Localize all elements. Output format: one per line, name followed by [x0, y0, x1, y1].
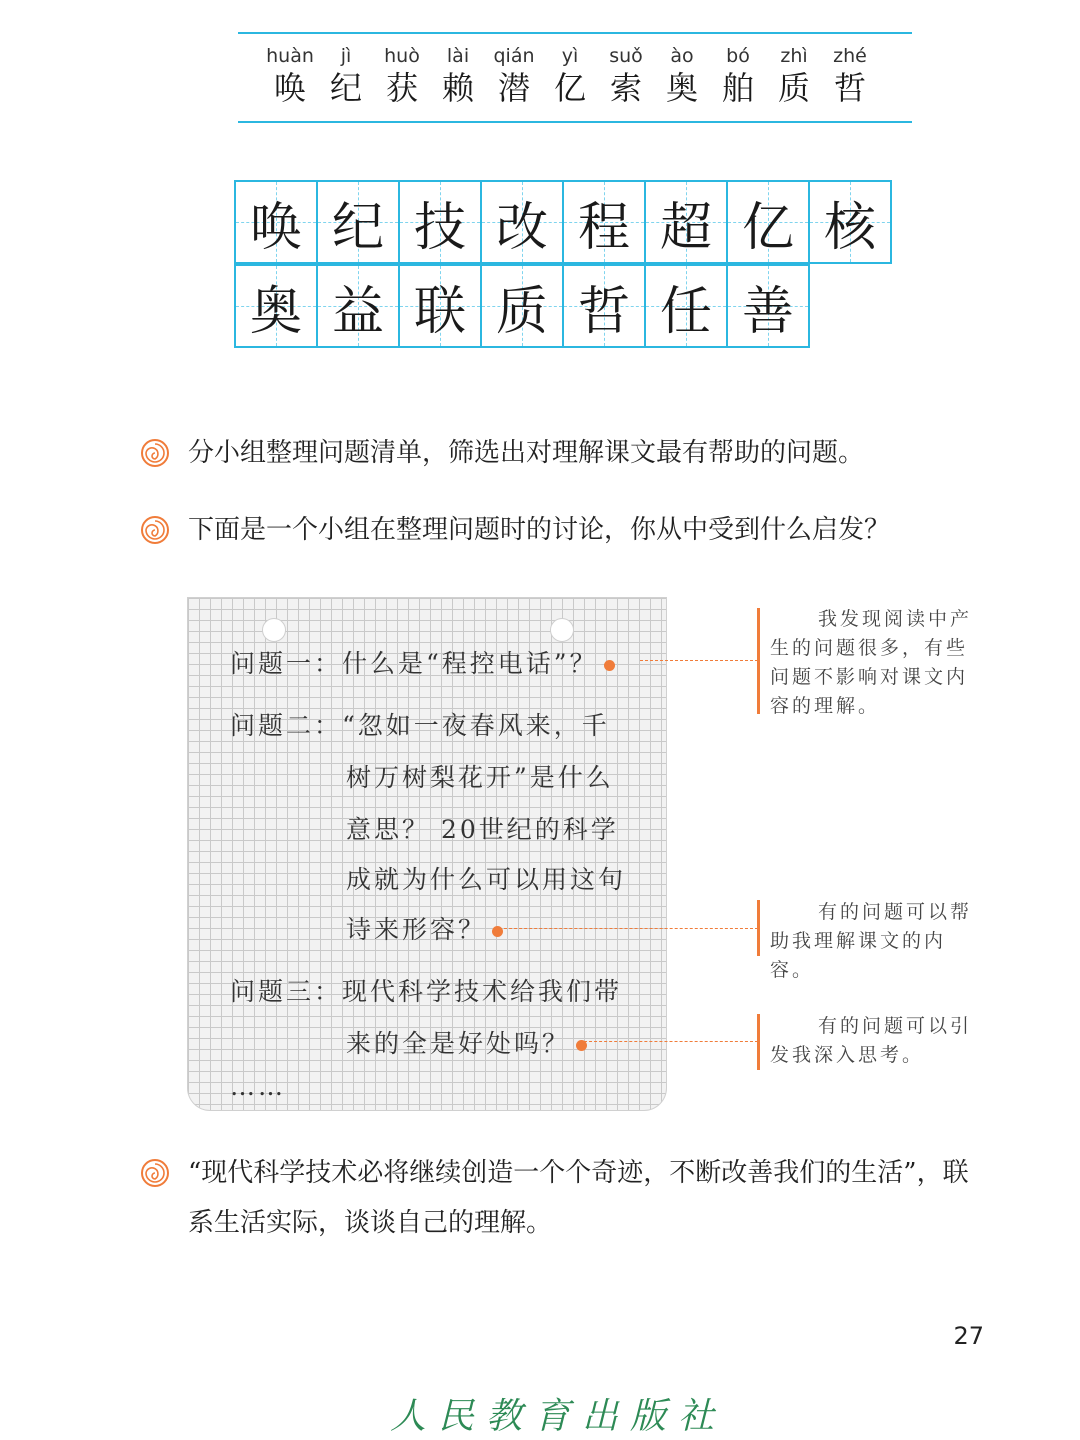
pinyin-text: lài — [446, 45, 470, 67]
pinyin-item — [318, 44, 374, 108]
pinyin-item — [822, 44, 878, 108]
grid-cell — [316, 264, 400, 348]
question-1-text: 分小组整理问题清单，筛选出对理解课文最有帮助的问题。 — [188, 438, 865, 468]
grid-char: 技 — [413, 197, 466, 258]
question-3-text: “现代科学技术必将继续创造一个个奇迹，不断改善我们的生活”，联系生活实际，谈谈自己的理解。 — [188, 1158, 969, 1238]
page-number: 27 — [953, 1322, 984, 1350]
grid-cell — [480, 180, 564, 264]
publisher-logo: 人民教育出版社 — [390, 1396, 727, 1437]
pinyin-bottom-rule — [238, 121, 912, 123]
pinyin-char: 唤 — [273, 69, 306, 107]
notebook-hole — [262, 618, 286, 642]
grid-cell — [398, 180, 482, 264]
pinyin-char: 奥 — [665, 69, 698, 107]
pinyin-text: bó — [726, 45, 750, 67]
pinyin-char: 亿 — [553, 69, 586, 107]
notebook-line: 成就为什么可以用这句 — [346, 865, 627, 894]
grid-cell — [562, 180, 646, 264]
grid-cell — [234, 180, 318, 264]
note-bar — [757, 1014, 760, 1070]
grid-char: 任 — [659, 281, 712, 342]
pinyin-item — [542, 44, 598, 108]
connector-line — [494, 928, 758, 929]
pinyin-item — [766, 44, 822, 108]
grid-char: 唤 — [249, 197, 302, 258]
notebook-line: 问题二：“忽如一夜春风来，千 — [230, 711, 610, 740]
pinyin-item — [262, 44, 318, 108]
pinyin-text: qián — [493, 45, 535, 67]
grid-char: 哲 — [577, 281, 630, 342]
note-bar — [757, 900, 760, 956]
grid-char: 亿 — [741, 197, 794, 258]
spiral-seal-icon — [140, 438, 170, 468]
grid-cell — [398, 264, 482, 348]
pinyin-char: 纪 — [329, 69, 362, 107]
grid-cell — [316, 180, 400, 264]
grid-cell — [562, 264, 646, 348]
grid-cell — [480, 264, 564, 348]
pinyin-text: huàn — [266, 45, 314, 67]
pinyin-item — [374, 44, 430, 108]
grid-cell — [644, 180, 728, 264]
notebook-line: 问题三：现代科学技术给我们带 — [230, 977, 623, 1006]
pinyin-item — [654, 44, 710, 108]
grid-char: 核 — [823, 197, 876, 258]
grid-char: 联 — [413, 281, 466, 342]
pinyin-char: 索 — [609, 69, 642, 107]
pinyin-char: 质 — [777, 69, 810, 107]
grid-char: 益 — [331, 281, 384, 342]
grid-char: 超 — [659, 197, 712, 258]
grid-char: 善 — [741, 281, 794, 342]
notebook-hole — [550, 618, 574, 642]
notebook-line: 诗来形容？ — [346, 910, 503, 946]
pinyin-top-rule — [238, 32, 912, 34]
pinyin-char: 舶 — [721, 69, 754, 107]
pinyin-char: 潜 — [497, 69, 530, 107]
side-note-2: 有的问题可以帮助我理解课文的内容。 — [770, 901, 973, 981]
grid-cell — [726, 264, 810, 348]
pinyin-text: jì — [340, 45, 352, 67]
grid-char: 奥 — [249, 281, 302, 342]
notebook-line: 意思？ 20世纪的科学 — [346, 815, 619, 844]
grid-char: 纪 — [331, 197, 384, 258]
question-2-text: 下面是一个小组在整理问题时的讨论，你从中受到什么启发？ — [188, 515, 891, 545]
pinyin-char: 哲 — [833, 69, 866, 107]
connector-line — [640, 660, 758, 661]
pinyin-strip — [262, 44, 878, 108]
notebook-line: 树万树梨花开”是什么 — [346, 763, 614, 792]
notebook-line: 问题一：什么是“程控电话”？ — [230, 644, 615, 680]
pointer-dot — [604, 660, 615, 671]
notebook-line: …… — [230, 1072, 286, 1101]
side-note-1: 我发现阅读中产生的问题很多，有些问题不影响对课文内容的理解。 — [770, 608, 973, 717]
spiral-seal-icon — [140, 1158, 170, 1188]
writing-grid-row-2 — [234, 266, 810, 348]
grid-cell — [234, 264, 318, 348]
side-note-3: 有的问题可以引发我深入思考。 — [770, 1015, 973, 1066]
pinyin-text: suǒ — [609, 45, 643, 67]
grid-char: 程 — [577, 197, 630, 258]
pinyin-item — [486, 44, 542, 108]
connector-line — [584, 1041, 758, 1042]
pinyin-item — [430, 44, 486, 108]
grid-char: 改 — [495, 197, 548, 258]
pinyin-text: yì — [561, 45, 579, 67]
pinyin-char: 赖 — [441, 69, 474, 107]
pinyin-char: 获 — [385, 69, 418, 107]
pinyin-text: zhé — [833, 45, 867, 67]
writing-grid-row-1 — [234, 182, 892, 264]
pinyin-text: zhì — [780, 45, 808, 67]
notebook-line: 来的全是好处吗？ — [346, 1024, 587, 1060]
pinyin-text: huò — [384, 45, 420, 67]
pinyin-item — [598, 44, 654, 108]
grid-cell — [726, 180, 810, 264]
notebook-card — [188, 598, 666, 1110]
grid-char: 质 — [495, 281, 548, 342]
grid-cell — [644, 264, 728, 348]
spiral-seal-icon — [140, 515, 170, 545]
pinyin-text: ào — [670, 45, 694, 67]
note-bar — [757, 608, 760, 714]
grid-cell — [808, 180, 892, 264]
pinyin-item — [710, 44, 766, 108]
